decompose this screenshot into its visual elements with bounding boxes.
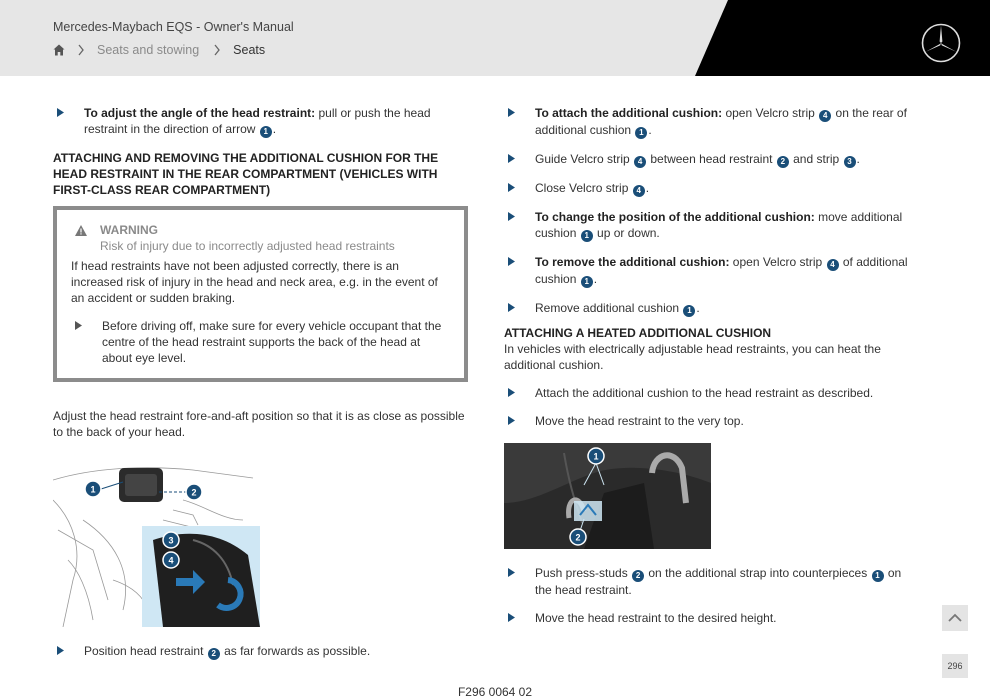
section-heading: ATTACHING A HEATED ADDITIONAL CUSHION xyxy=(504,326,772,340)
instruction-text: of additional cushion xyxy=(535,255,908,286)
callout-badge: 1 xyxy=(581,276,593,288)
instruction-text: Guide Velcro strip xyxy=(535,152,634,166)
instruction-text: open Velcro strip xyxy=(722,106,819,120)
callout-badge: 1 xyxy=(635,127,647,139)
instruction-text: as far forwards as possible. xyxy=(220,644,371,658)
callout-badge: 2 xyxy=(777,156,789,168)
callout-number: 2 xyxy=(191,487,197,498)
callout-number: 4 xyxy=(168,555,174,566)
chevron-right-icon xyxy=(77,44,85,56)
callout-number: 1 xyxy=(593,451,599,462)
callout-badge: 1 xyxy=(872,570,884,582)
list-item xyxy=(504,385,914,401)
bullet-arrow-icon xyxy=(508,613,515,622)
callout-badge: 4 xyxy=(819,110,831,122)
callout-badge: 4 xyxy=(827,259,839,271)
instruction-text: . xyxy=(856,152,860,166)
list-item xyxy=(53,105,468,138)
bullet-arrow-icon xyxy=(508,388,515,397)
bullet-arrow-icon xyxy=(508,568,515,577)
warning-icon xyxy=(75,225,87,236)
breadcrumb xyxy=(53,42,265,58)
figure-code: F296 0064 02 xyxy=(457,685,533,699)
bullet-arrow-icon xyxy=(508,212,515,221)
list-item xyxy=(504,300,914,317)
warning-subtitle: Risk of injury due to incorrectly adjusted head restraints xyxy=(100,239,395,253)
manual-title: Mercedes-Maybach EQS - Owner's Manual xyxy=(53,20,294,34)
bullet-arrow-icon xyxy=(508,257,515,266)
callout-badge: 2 xyxy=(632,570,644,582)
instruction-text: on the additional strap into counterpieces xyxy=(645,566,871,580)
bullet-arrow-icon xyxy=(57,646,64,655)
instruction-text: on the rear of additional cushion xyxy=(535,106,907,137)
instruction-text: . xyxy=(593,272,598,286)
head-restraint-illustration xyxy=(53,460,260,627)
warning-title-text: WARNING xyxy=(100,223,158,237)
header-black-panel xyxy=(0,0,990,76)
instruction-text: Attach the additional cushion to the head restraint as described. xyxy=(535,386,874,400)
list-item xyxy=(504,180,914,197)
instruction-text: . xyxy=(696,301,700,315)
instruction-text: up or down. xyxy=(593,226,660,240)
bullet-arrow-icon xyxy=(508,303,515,312)
warning-bullet-text: Before driving off, make sure for every vehicle occupant that the centre of the head restraint supports the back of the head at about eye level. xyxy=(102,319,442,365)
left-column xyxy=(53,105,468,672)
instruction-label: To attach the additional cushion: xyxy=(535,106,723,120)
instruction-text: . xyxy=(648,123,652,137)
bullet-arrow-icon xyxy=(508,416,515,425)
heated-cushion-illustration xyxy=(504,443,711,549)
callout-number: 1 xyxy=(90,484,96,495)
instruction-text: Position head restraint xyxy=(84,644,207,658)
paragraph: In vehicles with electrically adjustable head restraints, you can heat the additional cushion. xyxy=(504,342,881,372)
instruction-text: Push press-studs xyxy=(535,566,632,580)
instruction-text: . xyxy=(272,122,277,136)
bullet-arrow-icon xyxy=(508,154,515,163)
scroll-to-top-button[interactable] xyxy=(942,605,968,631)
instruction-text: Move the head restraint to the desired height. xyxy=(535,611,777,625)
bullet-arrow-icon xyxy=(508,108,515,117)
instruction-label: To change the position of the additional cushion: xyxy=(535,210,815,224)
section-heading: ATTACHING AND REMOVING THE ADDITIONAL CUSHION FOR THE HEAD RESTRAINT IN THE REAR COMPARTMENT (VEHICLES WITH FIRST-CLASS REAR COMPARTMENT) xyxy=(53,151,439,197)
callout-badge: 3 xyxy=(844,156,856,168)
instruction-text: pull or push the head restraint in the direction of arrow xyxy=(84,106,431,136)
mercedes-star-logo xyxy=(920,22,962,64)
callout-badge: 1 xyxy=(260,126,272,138)
warning-bullet xyxy=(71,318,450,366)
list-item xyxy=(504,610,914,626)
list-item xyxy=(504,105,914,139)
chevron-up-icon xyxy=(942,605,968,631)
bullet-arrow-icon xyxy=(57,108,64,117)
callout-number: 3 xyxy=(168,535,174,546)
instruction-text: . xyxy=(645,181,650,195)
bullet-arrow-icon xyxy=(75,321,82,330)
list-item xyxy=(504,254,914,288)
callout-badge: 2 xyxy=(208,648,220,660)
list-item xyxy=(504,565,914,598)
bullet-arrow-icon xyxy=(508,183,515,192)
callout-badge: 4 xyxy=(634,156,646,168)
instruction-label: To remove the additional cushion: xyxy=(535,255,730,269)
instruction-text: open Velcro strip xyxy=(729,255,826,269)
page-number-button[interactable]: 296 xyxy=(942,654,968,678)
instruction-text: Move the head restraint to the very top. xyxy=(535,414,744,428)
callout-badge: 1 xyxy=(581,230,593,242)
callout-number: 2 xyxy=(575,532,581,543)
callout-badge: 1 xyxy=(683,305,695,317)
instruction-label: To adjust the angle of the head restraint: xyxy=(84,106,316,120)
instruction-text: move additional cushion xyxy=(535,210,903,240)
instruction-text: and strip xyxy=(789,152,843,166)
list-item xyxy=(504,209,914,242)
instruction-text: Close Velcro strip xyxy=(535,181,632,195)
chevron-right-icon xyxy=(213,44,221,56)
instruction-text: on the head restraint. xyxy=(535,566,902,597)
list-item xyxy=(504,413,914,429)
warning-box xyxy=(53,206,468,382)
right-column xyxy=(504,105,914,638)
breadcrumb-seats-and-stowing[interactable]: Seats and stowing xyxy=(97,43,200,57)
warning-text: If head restraints have not been adjusted correctly, there is an increased risk of injury in the head and neck area, e.g. in the event of an accident or sudden braking. xyxy=(71,259,438,305)
instruction-text: Remove additional cushion xyxy=(535,301,683,315)
home-icon[interactable] xyxy=(53,44,65,56)
list-item xyxy=(504,151,914,168)
callout-badge: 4 xyxy=(633,185,645,197)
list-item xyxy=(53,643,468,660)
breadcrumb-seats: Seats xyxy=(233,43,266,57)
warning-title xyxy=(71,222,450,238)
instruction-text: between head restraint xyxy=(647,152,776,166)
paragraph: Adjust the head restraint fore-and-aft position so that it is as close as possible to the back of your head. xyxy=(53,409,465,439)
page-header xyxy=(0,0,990,76)
